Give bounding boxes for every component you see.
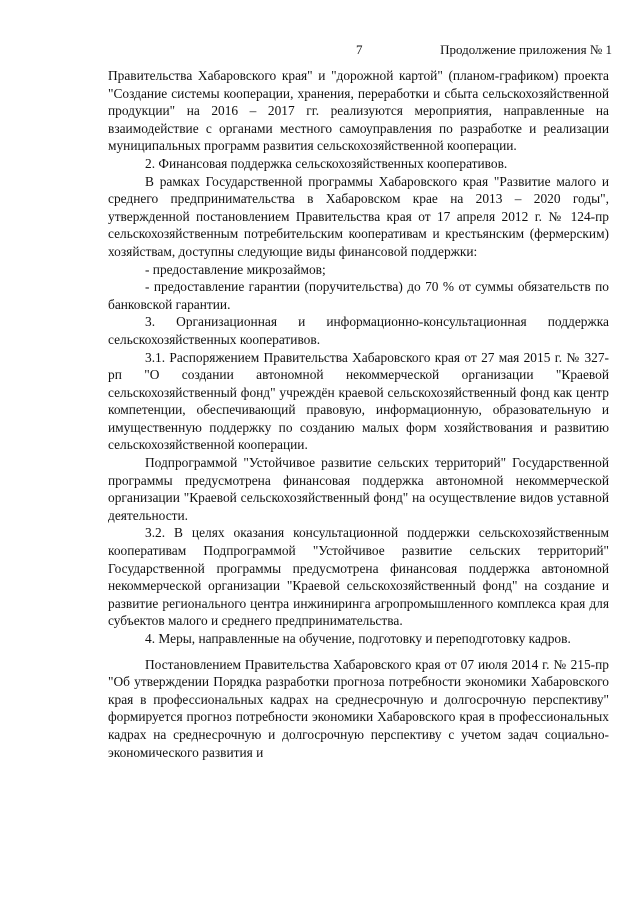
list-item-microloans: - предоставление микрозаймов; xyxy=(145,261,326,277)
paragraph-1: Правительства Хабаровского края" и "дорожной картой" (планом-графиком) проекта "Создание системы кооперации, хранения, переработки и сбыта сельскохозяйственной продукции" на 2016 – 2017 гг. реализуются мероприятия, направленные на взаимодействие с органами местного самоуправления по разработке и реализации муниципальных программ развития сельскохозяйственной кооперации. xyxy=(108,68,609,154)
paragraph-resolution: Постановлением Правительства Хабаровского края от 07 июля 2014 г. № 215-пр "Об утверждении Порядка разработки прогноза потребности экономики Хабаровского края в профессиональных кадрах на среднесрочную и долгосрочную перспективу" формируется прогноз потребности экономики Хабаровского края в профессиональных кадрах на среднесрочную и долгосрочную перспективу с учетом задач социально-экономического развития и xyxy=(108,656,609,760)
list-item-guarantees: - предоставление гарантии (поручительства) до 70 % от суммы обязательств по банковской гарантии. xyxy=(108,279,609,312)
page-header xyxy=(0,42,640,60)
paragraph-3-1: 3.1. Распоряжением Правительства Хабаровского края от 27 мая 2015 г. № 327-рп "О создании автономной некоммерческой организации "Краевой сельскохозяйственный фонд" учреждён краевой сельскохозяйственный фонд как центр компетенции, обеспечивающий правовую, информационную, образовательную и имущественную поддержку по созданию малых форм хозяйствования и развитию сельскохозяйственной кооперации. xyxy=(108,349,609,453)
appendix-continuation-title: Продолжение приложения № 1 xyxy=(440,42,612,57)
document-body xyxy=(108,67,609,761)
paragraph-subprogram: Подпрограммой "Устойчивое развитие сельских территорий" Государственной программы предусмотрена финансовая поддержка автономной некоммерческой организации "Краевой сельскохозяйственный фонд" на осуществление видов уставной деятельности. xyxy=(108,455,609,523)
section-3-heading: 3. Организационная и информационно-консультационная поддержка сельскохозяйственных кооперативов. xyxy=(108,314,609,347)
section-4-heading: 4. Меры, направленные на обучение, подготовку и переподготовку кадров. xyxy=(145,631,571,646)
page-number: 7 xyxy=(356,42,363,57)
paragraph-3-2: 3.2. В целях оказания консультационной поддержки сельскохозяйственным кооперативам Подпрограммой "Устойчивое развитие сельских территорий" Государственной программы предусмотрена финансовая поддержка автономной некоммерческой организации "Краевой сельскохозяйственный фонд" на создание и развитие регионального центра инжиниринга агропромышленного комплекса края для субъектов малого и среднего предпринимательства. xyxy=(108,525,609,629)
paragraph-3: В рамках Государственной программы Хабаровского края "Развитие малого и среднего предпринимательства в Хабаровском крае на 2013 – 2020 годы", утвержденной постановлением Правительства края от 17 апреля 2012 г. № 124-пр сельскохозяйственным потребительским кооперативам и крестьянским (фермерским) хозяйствам, доступны следующие виды финансовой поддержки: xyxy=(108,173,609,259)
section-2-heading: 2. Финансовая поддержка сельскохозяйственных кооперативов. xyxy=(145,155,508,171)
